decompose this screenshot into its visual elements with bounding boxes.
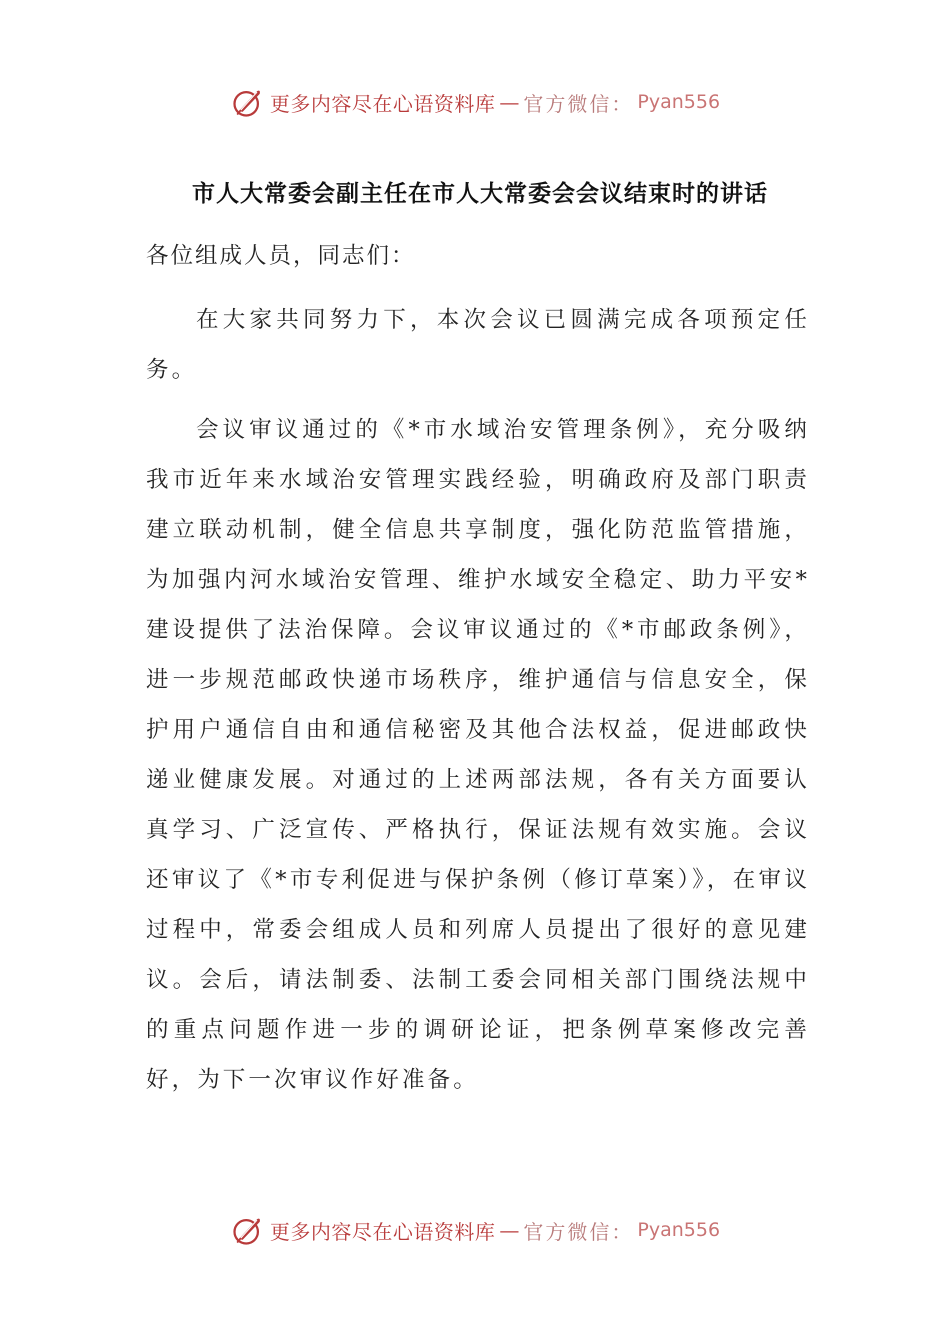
banner-dash: — [499,90,520,114]
banner-wechat-id: Pyan556 [637,91,721,113]
salutation: 各位组成人员，同志们： [146,243,416,269]
quill-logo-icon [230,1212,266,1248]
body-paragraph: 在大家共同努力下，本次会议已圆满完成各项预定任务。 [146,307,810,383]
header-banner [0,84,950,120]
document-title: 市人大常委会副主任在市人大常委会会议结束时的讲话 [192,181,768,207]
banner-brand-text: 更多内容尽在心语资料库 [269,1219,496,1244]
quill-logo-icon [230,84,266,120]
banner-wechat-label: 官方微信： [523,1219,634,1244]
banner-wechat-label: 官方微信： [523,91,634,116]
banner-brand-text: 更多内容尽在心语资料库 [269,91,496,116]
banner-wechat-id: Pyan556 [637,1219,721,1241]
footer-banner [0,1212,950,1248]
banner-dash: — [499,1218,520,1242]
body-paragraph: 会议审议通过的《*市水域治安管理条例》，充分吸纳我市近年来水域治安管理实践经验，明确政府及部门职责建立联动机制，健全信息共享制度，强化防范监管措施，为加强内河水域治安管理、维护水域安全稳定、助力平安*建设提供了法治保障。会议审议通过的《*市邮政条例》，进一步规范邮政快递市场秩序，维护通信与信息安全，保护用户通信自由和通信秘密及其他合法权益，促进邮政快递业健康发展。对通过的上述两部法规，各有关方面要认真学习、广泛宣传、严格执行，保证法规有效实施。会议还审议了《*市专利促进与保护条例（修订草案）》，在审议过程中，常委会组成人员和列席人员提出了很好的意见建议。会后，请法制委、法制工委会同相关部门围绕法规中的重点问题作进一步的调研论证，把条例草案修改完善好，为下一次审议作好准备。 [146,417,810,1093]
